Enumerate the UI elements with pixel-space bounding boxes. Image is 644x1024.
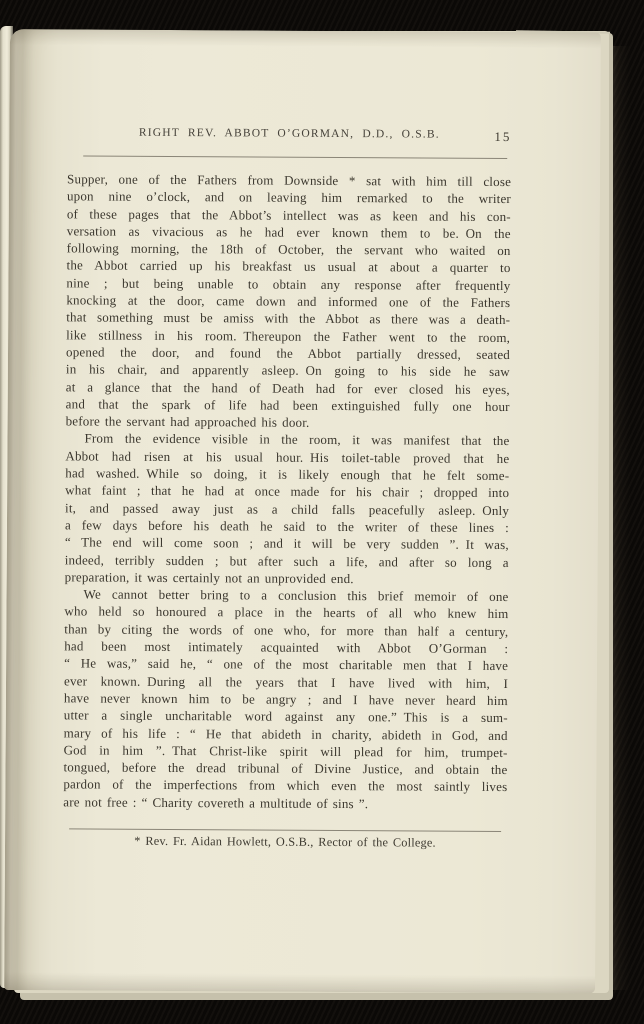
text-line: opened the door, and found the Abbot partially dressed, seated [65, 344, 511, 363]
text-line: pardon of the imperfections from which even the most saintly lives [63, 776, 508, 795]
running-title: RIGHT REV. ABBOT O’GORMAN, D.D., O.S.B. [138, 126, 440, 141]
text-line: God in him ”. That Christ-like spirit will plead for him, trumpet- [63, 742, 508, 760]
text-line: Supper, one of the Fathers from Downside * sat with him till close [67, 171, 512, 190]
text-line: at a glance that the hand of Death had for ever closed his eyes, [65, 378, 510, 397]
text-line: following morning, the 18th of October, the servant who waited on [66, 240, 511, 259]
book-page [4, 29, 601, 994]
text-line: preparation, it was certainly not an unprovided end. [64, 569, 354, 586]
text-line: We cannot better bring to a conclusion this brief memoir of one [83, 586, 509, 605]
page-number: 15 [494, 128, 512, 145]
text-line: than by citing the words of one who, for more than half a century, [64, 621, 509, 639]
paragraph [66, 170, 512, 432]
text-line: upon nine o’clock, and on leaving him remarked to the writer [66, 188, 512, 207]
text-line: indeed, terribly sudden ; but after such a life, and after so long a [64, 551, 509, 570]
footnote-rule [69, 828, 501, 832]
text-line: had been most intimately acquainted with Abbot O’Gorman : [64, 638, 509, 657]
text-line: mary of his life : “ He that abideth in charity, abideth in God, and [63, 724, 508, 743]
text-line: of these pages that the Abbot’s intellect was as keen and his con- [66, 205, 511, 224]
text-line: that something must be amiss with the Abbot as there was a death- [66, 309, 511, 328]
text-line: Abbot had risen at his usual hour. His toilet-table proved that he [65, 448, 510, 466]
text-line: versation as vivacious as he had ever known them to be. On the [66, 223, 511, 241]
text-line: and that the spark of life had been extinguished fully one hour [65, 396, 510, 414]
paragraph [63, 585, 508, 813]
text-line: what faint ; that he had at once made for his chair ; dropped into [65, 482, 510, 501]
text-line: are not free : “ Charity covereth a multitude of sins ”. [63, 794, 369, 811]
text-line: “ He was,” said he, “ one of the most charitable men that I have [64, 655, 509, 674]
text-line: it, and passed away just as a child falls peacefully asleep. Only [65, 499, 510, 518]
text-line: have never known him to be angry ; and I have never heard him [63, 690, 508, 708]
text-line: ever known. During all the years that I have lived with him, I [63, 672, 509, 691]
page-content [63, 29, 512, 851]
text-line: nine ; but being unable to obtain any response after frequently [66, 275, 511, 293]
running-header [67, 126, 511, 147]
text-line: knocking at the door, came down and informed one of the Fathers [66, 292, 511, 311]
footnote: * Rev. Fr. Aidan Howlett, O.S.B., Rector of the College. [134, 833, 436, 850]
text-line: before the servant had approached his door. [65, 413, 310, 430]
body-text [63, 170, 511, 813]
text-line: like stillness in his room. Thereupon the Father went to the room, [66, 327, 511, 345]
header-rule [83, 155, 507, 159]
text-line: utter a single uncharitable word against any one.” This is a sum- [63, 707, 508, 726]
text-line: the Abbot carried up his breakfast us usual at about a quarter to [66, 257, 511, 276]
text-line: in his chair, and apparently asleep. On going to his side he saw [65, 361, 510, 380]
text-line: who held so honoured a place in the hearts of all who knew him [64, 603, 509, 622]
text-line: From the evidence visible in the room, it was manifest that the [84, 430, 510, 449]
text-line: had washed. While so doing, it is likely enough that he felt some- [65, 465, 510, 484]
text-line: tongued, before the dread tribunal of Divine Justice, and obtain the [63, 759, 508, 778]
text-line: a few days before his death he said to the writer of these lines : [64, 517, 510, 535]
paragraph [65, 430, 510, 588]
text-line: “ The end will come soon ; and it will be very sudden ”. It was, [64, 534, 509, 553]
